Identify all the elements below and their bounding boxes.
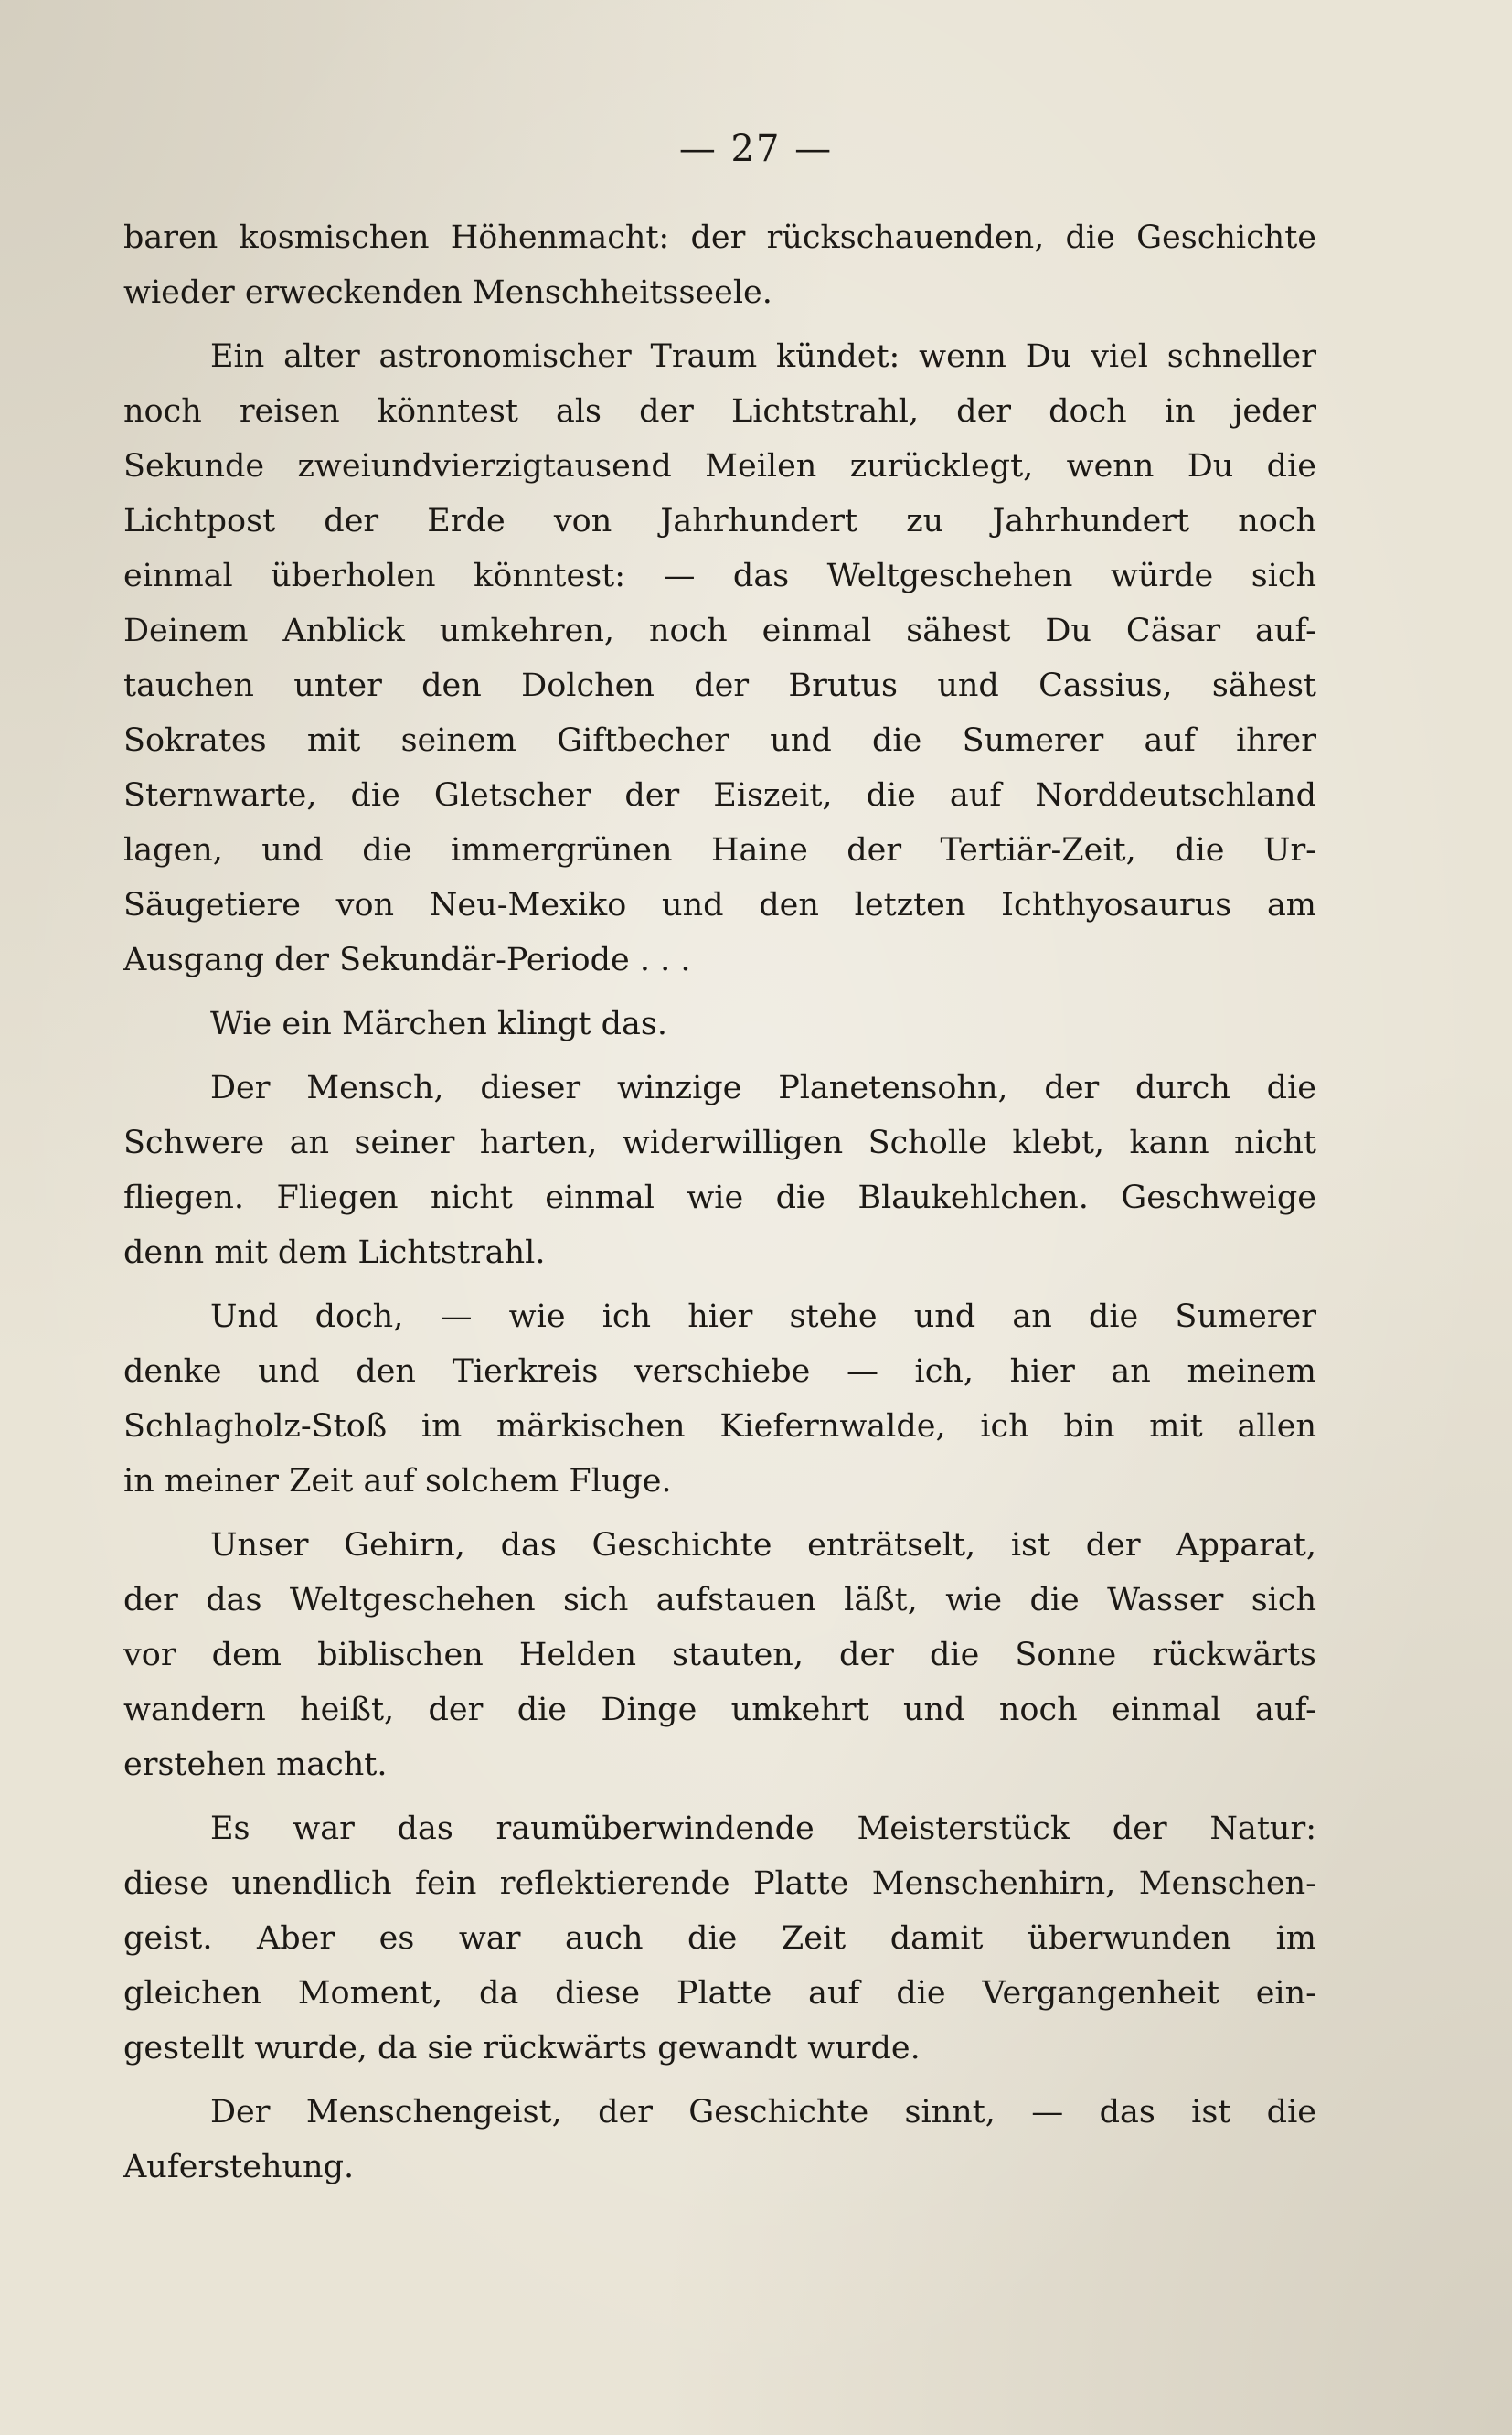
text-line: Säugetiere von Neu-Mexiko und den letzten Ichthyosaurus am <box>123 887 1316 924</box>
text-line: Lichtpost der Erde von Jahrhundert zu Jahrhundert noch <box>123 503 1316 539</box>
text-line: in meiner Zeit auf solchem Fluge. <box>123 1463 672 1500</box>
text-line: Deinem Anblick umkehren, noch einmal sähest Du Cäsar auf- <box>123 613 1316 649</box>
body-text <box>123 210 1316 2195</box>
text-line: Sekunde zweiundvierzigtausend Meilen zurücklegt, wenn Du die <box>123 448 1316 485</box>
text-line: Es war das raumüberwindende Meisterstück der Natur: <box>210 1810 1316 1847</box>
text-line: Ausgang der Sekundär-Periode . . . <box>123 942 691 978</box>
text-line: Schlagholz-Stoß im märkischen Kiefernwalde, ich bin mit allen <box>123 1408 1316 1445</box>
paragraph <box>123 210 1316 320</box>
text-line: Schwere an seiner harten, widerwilligen Scholle klebt, kann nicht <box>123 1125 1316 1161</box>
paragraph <box>123 2085 1316 2195</box>
text-line: Der Menschengeist, der Geschichte sinnt, — das ist die <box>210 2094 1316 2131</box>
paragraph <box>123 1801 1316 2076</box>
text-line: gleichen Moment, da diese Platte auf die Vergangenheit ein- <box>123 1975 1316 2012</box>
text-line: Auferstehung. <box>123 2149 355 2185</box>
text-line: denn mit dem Lichtstrahl. <box>123 1234 546 1271</box>
text-line: denke und den Tierkreis verschiebe — ich, hier an meinem <box>123 1353 1316 1390</box>
paragraph <box>123 1061 1316 1280</box>
text-line: gestellt wurde, da sie rückwärts gewandt wurde. <box>123 2030 921 2067</box>
text-line: einmal überholen könntest: — das Weltgeschehen würde sich <box>123 558 1316 594</box>
paragraph <box>123 1289 1316 1509</box>
text-line: Ein alter astronomischer Traum kündet: wenn Du viel schneller <box>210 338 1316 375</box>
text-line: Sokrates mit seinem Giftbecher und die Sumerer auf ihrer <box>123 722 1316 759</box>
text-line: Sternwarte, die Gletscher der Eiszeit, die auf Norddeutschland <box>123 777 1316 814</box>
text-line: Wie ein Märchen klingt das. <box>210 1006 668 1042</box>
text-line: noch reisen könntest als der Lichtstrahl, der doch in jeder <box>123 393 1316 430</box>
paragraph <box>123 329 1316 988</box>
paragraph <box>123 997 1316 1052</box>
text-line: tauchen unter den Dolchen der Brutus und Cassius, sähest <box>123 667 1316 704</box>
text-line: wieder erweckenden Menschheitsseele. <box>123 274 772 311</box>
text-line: fliegen. Fliegen nicht einmal wie die Blaukehlchen. Geschweige <box>123 1180 1316 1216</box>
text-line: diese unendlich fein reflektierende Platte Menschenhirn, Menschen- <box>123 1865 1316 1902</box>
text-line: wandern heißt, der die Dinge umkehrt und noch einmal auf- <box>123 1692 1316 1728</box>
paragraph <box>123 1518 1316 1792</box>
text-line: baren kosmischen Höhenmacht: der rückschauenden, die Geschichte <box>123 219 1316 256</box>
text-line: lagen, und die immergrünen Haine der Tertiär-Zeit, die Ur- <box>123 832 1316 869</box>
text-line: geist. Aber es war auch die Zeit damit überwunden im <box>123 1920 1316 1957</box>
text-line: vor dem biblischen Helden stauten, der die Sonne rückwärts <box>123 1637 1316 1673</box>
text-line: der das Weltgeschehen sich aufstauen läßt, wie die Wasser sich <box>123 1582 1316 1618</box>
text-line: Unser Gehirn, das Geschichte enträtselt, ist der Apparat, <box>210 1527 1316 1564</box>
text-line: erstehen macht. <box>123 1746 388 1783</box>
page-number: — 27 — <box>678 128 834 170</box>
text-line: Der Mensch, dieser winzige Planetensohn, der durch die <box>210 1070 1316 1106</box>
text-line: Und doch, — wie ich hier stehe und an die Sumerer <box>210 1298 1316 1335</box>
